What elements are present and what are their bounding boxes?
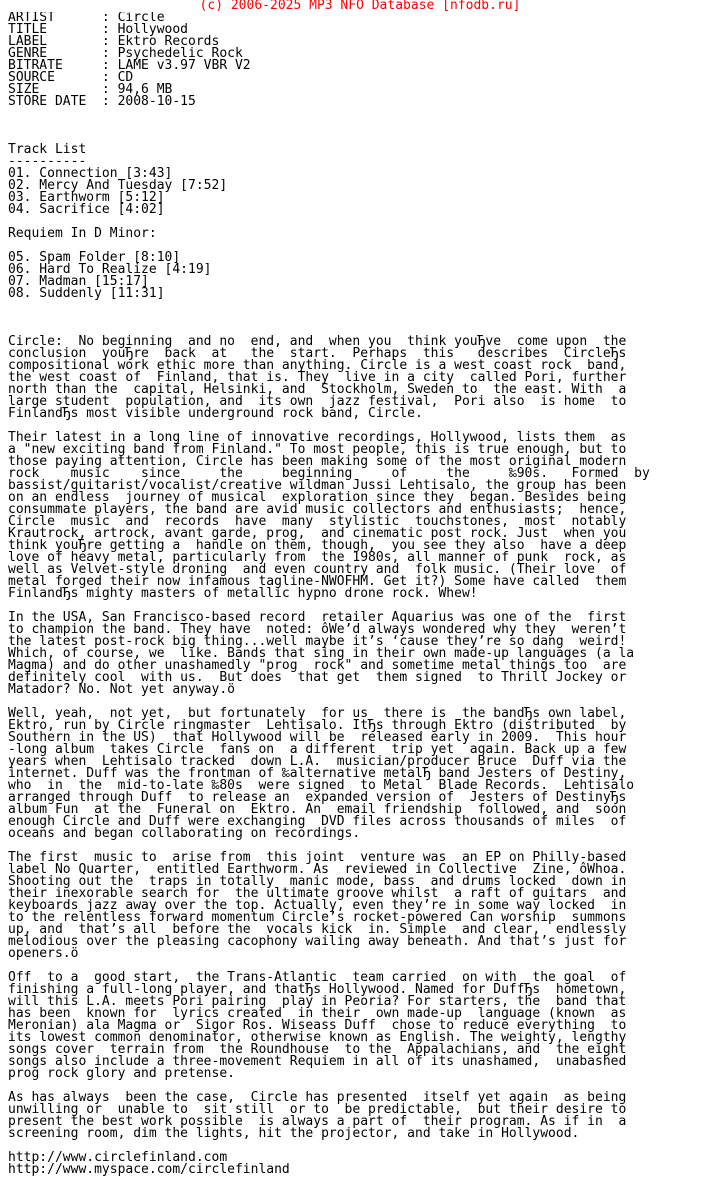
nfodb-banner: (c) 2006-2025 MP3 NFO Database [nfodb.ru] bbox=[199, 0, 521, 13]
description-line: Krautrock, artrock, avant garde, prog, and cinematic post rock. Just when you bbox=[8, 526, 627, 541]
description-line: years when Lehtisalo tracked down L.A. musician/producer Bruce Duff via the bbox=[8, 754, 627, 769]
description-line: Southern in the US) that Hollywood will be released early in 2009. This hour bbox=[8, 730, 627, 745]
description-line: think youЂre getting a handle on them, though, you see they also have a deep bbox=[8, 538, 627, 553]
blank-line bbox=[8, 108, 712, 120]
description-line: Off to a good start, the Trans-Atlantic team carried on with the goal of bbox=[8, 970, 627, 985]
description-line: rock music since the beginning of the ‰90s. Formed by bbox=[8, 466, 650, 481]
description-line: Ektro, run by Circle ringmaster Lehtisalo. ItЂs through Ektro (distributed by bbox=[8, 718, 627, 733]
metadata-field: SIZE : 94,6 MB bbox=[8, 82, 173, 97]
track-item: 06. Hard To Realize [4:19] bbox=[8, 262, 212, 277]
description-line: Magma) and do other unashamedly "prog rock" and sometime metal things too are bbox=[8, 658, 627, 673]
description-line: the west coast of Finland, that is. They live in a city called Pori, further bbox=[8, 370, 627, 385]
track-item: 07. Madman [15:17] bbox=[8, 274, 149, 289]
description-line: large student population, and its own jazz festival, Pori also is home to bbox=[8, 394, 627, 409]
description-line: prog rock glory and pretense. bbox=[8, 1066, 235, 1081]
blank-line bbox=[8, 312, 712, 324]
description-line: on an endless journey of musical exploration since they began. Besides being bbox=[8, 490, 627, 505]
description-line: label No Quarter, entitled Earthworm. As reviewed in Collective Zine, ôWhoa. bbox=[8, 862, 627, 877]
description-line: screening room, dim the lights, hit the projector, and take in Hollywood. bbox=[8, 1126, 580, 1141]
description-line: its lowest common denominator, otherwise known as English. The weighty, lengthy bbox=[8, 1030, 627, 1045]
track-item: 08. Suddenly [11:31] bbox=[8, 286, 165, 301]
description-line: present the best work possible is always a part of their program. As if in a bbox=[8, 1114, 627, 1129]
tracklist-heading: Track List bbox=[8, 142, 87, 157]
description-line: love of heavy metal, particularly from the 1980s, all manner of punk rock, as bbox=[8, 550, 627, 565]
description-line: to the relentless forward momentum Circle’s rocket-powered Can worship summons bbox=[8, 910, 627, 925]
description-line: internet. Duff was the frontman of ‰alternative metalЂ band Jesters of Destiny, bbox=[8, 766, 627, 781]
description-line: to champion the band. They have noted: ôWe’d always wondered why they weren’t bbox=[8, 622, 627, 637]
description-line: keyboards jazz away over the top. Actually, even they’re in some way locked in bbox=[8, 898, 627, 913]
description-line: finishing a full-long player, and thatЂs Hollywood. Named for DuffЂs hometown, bbox=[8, 982, 627, 997]
description-line: up, and that’s all before the vocals kick in. Simple and clear, endlessly bbox=[8, 922, 627, 937]
description-line: bassist/guitarist/vocalist/creative wildman Jussi Lehtisalo, the group has been bbox=[8, 478, 627, 493]
description-line: As has always been the case, Circle has presented itself yet again as being bbox=[8, 1090, 627, 1105]
track-item: 05. Spam Folder [8:10] bbox=[8, 250, 181, 265]
description-line: Circle music and records have many stylistic touchstones, most notably bbox=[8, 514, 627, 529]
metadata-field: TITLE : Hollywood bbox=[8, 22, 189, 37]
blank-line bbox=[8, 120, 712, 132]
description-line: Circle: No beginning and no end, and when you think youЂve come upon the bbox=[8, 334, 627, 349]
requiem-heading: Requiem In D Minor: bbox=[8, 226, 157, 241]
description-line: compositional work ethic more than anything. Circle is a west coast rock band, bbox=[8, 358, 627, 373]
track-item: 04. Sacrifice [4:02] bbox=[8, 202, 165, 217]
description-line: their inexorable search for the ultimate groove whilst a raft of guitars and bbox=[8, 886, 627, 901]
description-line: songs cover terrain from the Roundhouse to the Appalachians, and the eight bbox=[8, 1042, 627, 1057]
description-line: -long album takes Circle fans on a different trip yet again. Back up a few bbox=[8, 742, 627, 757]
description-line: Shooting out the traps in totally manic mode, bass and drums locked down in bbox=[8, 874, 627, 889]
track-item: 02. Mercy And Tuesday [7:52] bbox=[8, 178, 228, 193]
metadata-field: LABEL : Ektro Records bbox=[8, 34, 220, 49]
description-line: conclusion youЂre back at the start. Perhaps this describes CircleЂs bbox=[8, 346, 627, 361]
description-line: openers.ö bbox=[8, 946, 79, 961]
track-item: 01. Connection [3:43] bbox=[8, 166, 173, 181]
description-line: Meronian) ala Magma or Sigor Ros. Wiseass Duff chose to reduce everything to bbox=[8, 1018, 627, 1033]
description-line: those paying attention, Circle has been making some of the most original modern bbox=[8, 454, 627, 469]
metadata-field: ARTIST : Circle bbox=[8, 12, 165, 25]
description-line: definitely cool with us. But does that get them signed to Thrill Jockey or bbox=[8, 670, 627, 685]
metadata-field: GENRE : Psychedelic Rock bbox=[8, 46, 243, 61]
description-line: consummate players, the band are avid music collectors and enthusiasts; hence, bbox=[8, 502, 627, 517]
description-line: enough Circle and Duff were exchanging DVD files across thousands of miles of bbox=[8, 814, 627, 829]
description-line: who in the mid-to-late ‰80s were signed to Metal Blade Records. Lehtisalo bbox=[8, 778, 635, 793]
description-line: a "new exciting band from Finland." To most people, this is true enough, but to bbox=[8, 442, 627, 457]
description-line: FinlandЂs mighty masters of metallic hypno drone rock. Whew! bbox=[8, 586, 478, 601]
description-line: will this L.A. meets Pori pairing play in Peoria? For starters, the band that bbox=[8, 994, 627, 1009]
metadata-field: BITRATE : LAME v3.97 VBR V2 bbox=[8, 58, 251, 73]
website-link[interactable]: http://www.circlefinland.com bbox=[8, 1150, 228, 1165]
description-line: unwilling or unable to sit still or to be predictable, but their desire to bbox=[8, 1102, 627, 1117]
description-line: melodious over the pleasing cacophony wailing away beneath. And that’s just for bbox=[8, 934, 627, 949]
track-item: 03. Earthworm [5:12] bbox=[8, 190, 165, 205]
description-line: north than the capital, Helsinki, and Stockholm, Sweden to the east. With a bbox=[8, 382, 627, 397]
metadata-field: STORE DATE : 2008-10-15 bbox=[8, 94, 196, 109]
description-line: oceans and began collaborating on recordings. bbox=[8, 826, 361, 841]
tracklist-underline: ---------- bbox=[8, 154, 87, 169]
description-line: the latest post-rock big thing...well maybe it’s ‘cause they’re so dang weird! bbox=[8, 634, 627, 649]
description-line: arranged through Duff to release an expanded version of Jesters of DestinyЂs bbox=[8, 790, 627, 805]
metadata-field: SOURCE : CD bbox=[8, 70, 134, 85]
description-line: The first music to arise from this joint venture was an EP on Philly-based bbox=[8, 850, 627, 865]
description-line: songs also include a three-movement Requiem in all of its unashamed, unabashed bbox=[8, 1054, 627, 1069]
description-line: well as Velvet-style droning and even country and folk music. (Their love of bbox=[8, 562, 627, 577]
blank-line bbox=[8, 300, 712, 312]
blank-line bbox=[8, 132, 712, 144]
description-line: has been known for lyrics created in their own made-up language (known as bbox=[8, 1006, 627, 1021]
website-link[interactable]: http://www.myspace.com/circlefinland bbox=[8, 1162, 290, 1176]
description-line: Matador? No. Not yet anyway.ö bbox=[8, 682, 235, 697]
description-line: FinlandЂs most visible underground rock band, Circle. bbox=[8, 406, 423, 421]
description-line: In the USA, San Francisco-based record retailer Aquarius was one of the first bbox=[8, 610, 627, 625]
description-line: metal forged their now infamous tagline-NWOFHM. Get it?) Some have called them bbox=[8, 574, 627, 589]
description-line: Their latest in a long line of innovative recordings, Hollywood, lists them as bbox=[8, 430, 627, 445]
description-line: Which, of course, we like. Bands that sing in their own made-up languages (a la bbox=[8, 646, 635, 661]
description-line: album Fun at the Funeral on Ektro. An email friendship followed, and soon bbox=[8, 802, 627, 817]
nfo-document bbox=[8, 12, 712, 1176]
description-line: Well, yeah, not yet, but fortunately for us there is the bandЂs own label, bbox=[8, 706, 627, 721]
